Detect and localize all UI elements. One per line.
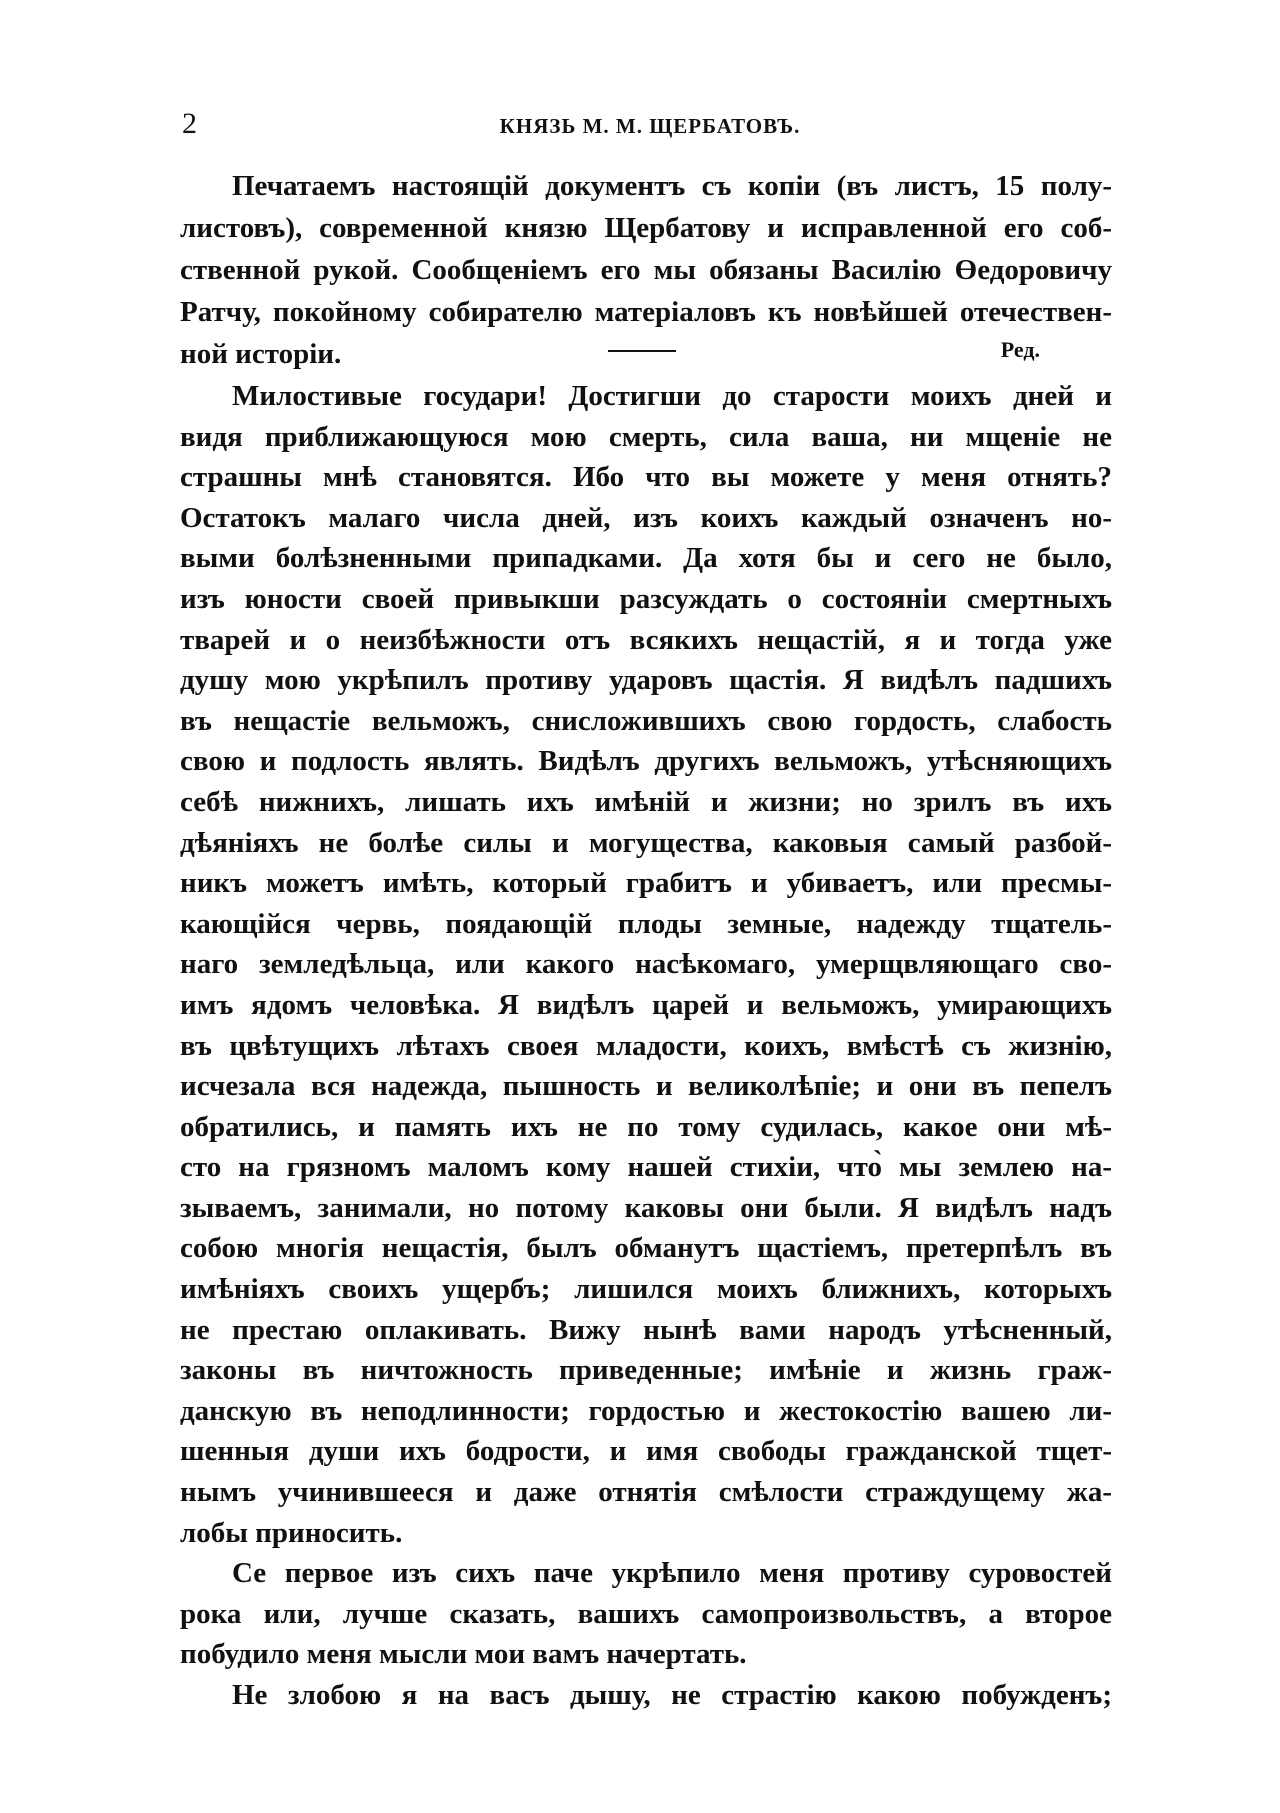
text-line: не престаю оплакивать. Вижу нынѣ вами народъ утѣсненный,	[180, 1313, 1112, 1346]
text-line: кающійся червь, поядающій плоды земные, надежду тщатель-	[180, 907, 1112, 940]
text-line: рока или, лучше сказать, вашихъ самопроизвольствъ, а второе	[180, 1597, 1112, 1630]
text-line: Милостивые государи! Достигши до старости моихъ дней и	[232, 380, 1112, 412]
text-line: въ цвѣтущихъ лѣтахъ своея младости, коихъ, вмѣстѣ съ жизнію,	[180, 1029, 1112, 1062]
text-line: лобы приносить.	[180, 1516, 403, 1549]
text-line: наго земледѣльца, или какого насѣкомаго, умерщвляющаго сво-	[180, 948, 1112, 981]
text-line: Остатокъ малаго числа дней, изъ коихъ каждый означенъ но-	[180, 501, 1112, 534]
paragraph	[180, 1675, 1112, 1716]
text-line: Не злобою я на васъ дышу, не страстію какою побужденъ;	[232, 1679, 1112, 1711]
text-line: свою и подлость являть. Видѣлъ другихъ вельможъ, утѣсняющихъ	[180, 745, 1112, 778]
text-line: себѣ нижнихъ, лишать ихъ имѣній и жизни; но зрилъ въ ихъ	[180, 785, 1112, 818]
separator-rule	[608, 350, 676, 352]
text-line: душу мою укрѣпилъ противу ударовъ щастія. Я видѣлъ падшихъ	[180, 664, 1112, 697]
text-line: ственной рукой. Сообщеніемъ его мы обязаны Василію Өедоровичу	[180, 254, 1112, 286]
text-line: сто на грязномъ маломъ кому нашей стихіи, что̀ мы землею на-	[180, 1151, 1112, 1184]
text-line: законы въ ничтожность приведенные; имѣніе и жизнь граж-	[180, 1354, 1112, 1387]
editor-signature: Ред.	[1000, 337, 1040, 362]
text-line: имъ ядомъ человѣка. Я видѣлъ царей и вельможъ, умирающихъ	[180, 988, 1112, 1021]
text-line: шенныя души ихъ бодрости, и имя свободы гражданской тщет-	[180, 1435, 1112, 1468]
text-line: выми болѣзненными припадками. Да хотя бы и сего не было,	[180, 542, 1112, 575]
text-line: листовъ), современной князю Щербатову и исправленной его соб-	[180, 212, 1112, 244]
text-line: исчезала вся надежда, пышность и великолѣпіе; и они въ пепелъ	[180, 1070, 1112, 1103]
text-line: данскую въ неподлинности; гордостью и жестокостію вашею ли-	[180, 1394, 1112, 1427]
text-line: ной исторіи.	[180, 338, 342, 370]
paragraph	[180, 376, 1112, 1553]
text-line: собою многія нещастія, былъ обманутъ щастіемъ, претерпѣлъ въ	[180, 1232, 1112, 1265]
text-line: Ратчу, покойному собирателю матеріаловъ къ новѣйшей отечествен-	[180, 296, 1112, 328]
text-line: тварей и о неизбѣжности отъ всякихъ нещастій, я и тогда уже	[180, 623, 1112, 656]
paragraph	[180, 1553, 1112, 1675]
text-line: никъ можетъ имѣть, который грабитъ и убиваетъ, или пресмы-	[180, 867, 1112, 900]
text-line: изъ юности своей привыкши разсуждать о состояніи смертныхъ	[180, 582, 1112, 615]
letter-body	[180, 376, 1112, 1716]
text-line: въ нещастіе вельможъ, снисложившихъ свою гордость, слабость	[180, 704, 1112, 737]
text-line: страшны мнѣ становятся. Ибо что вы можете у меня отнять?	[180, 461, 1112, 494]
text-line: имѣніяхъ своихъ ущербъ; лишился моихъ ближнихъ, которыхъ	[180, 1273, 1112, 1306]
text-line: побудило меня мысли мои вамъ начертать.	[180, 1638, 747, 1671]
text-line: нымъ учинившееся и даже отнятія смѣлости страждущему жа-	[180, 1476, 1112, 1509]
text-line: дѣяніяхъ не болѣе силы и могущества, каковыя самый разбой-	[180, 826, 1112, 859]
text-line: Се первое изъ сихъ паче укрѣпило меня противу суровостей	[232, 1557, 1112, 1590]
editor-note	[180, 165, 1112, 375]
text-line: Печатаемъ настоящій документъ съ копіи (въ листъ, 15 полу-	[232, 170, 1112, 202]
text-line: видя приближающуюся мою смерть, сила ваша, ни мщеніе не	[180, 420, 1112, 453]
text-line: обратились, и память ихъ не по тому судилась, какое они мѣ-	[180, 1110, 1112, 1143]
running-title: КНЯЗЬ М. М. ЩЕРБАТОВЪ.	[499, 114, 801, 138]
text-line: зываемъ, занимали, но потому каковы они были. Я видѣлъ надъ	[180, 1191, 1112, 1224]
page-number: 2	[182, 107, 197, 140]
